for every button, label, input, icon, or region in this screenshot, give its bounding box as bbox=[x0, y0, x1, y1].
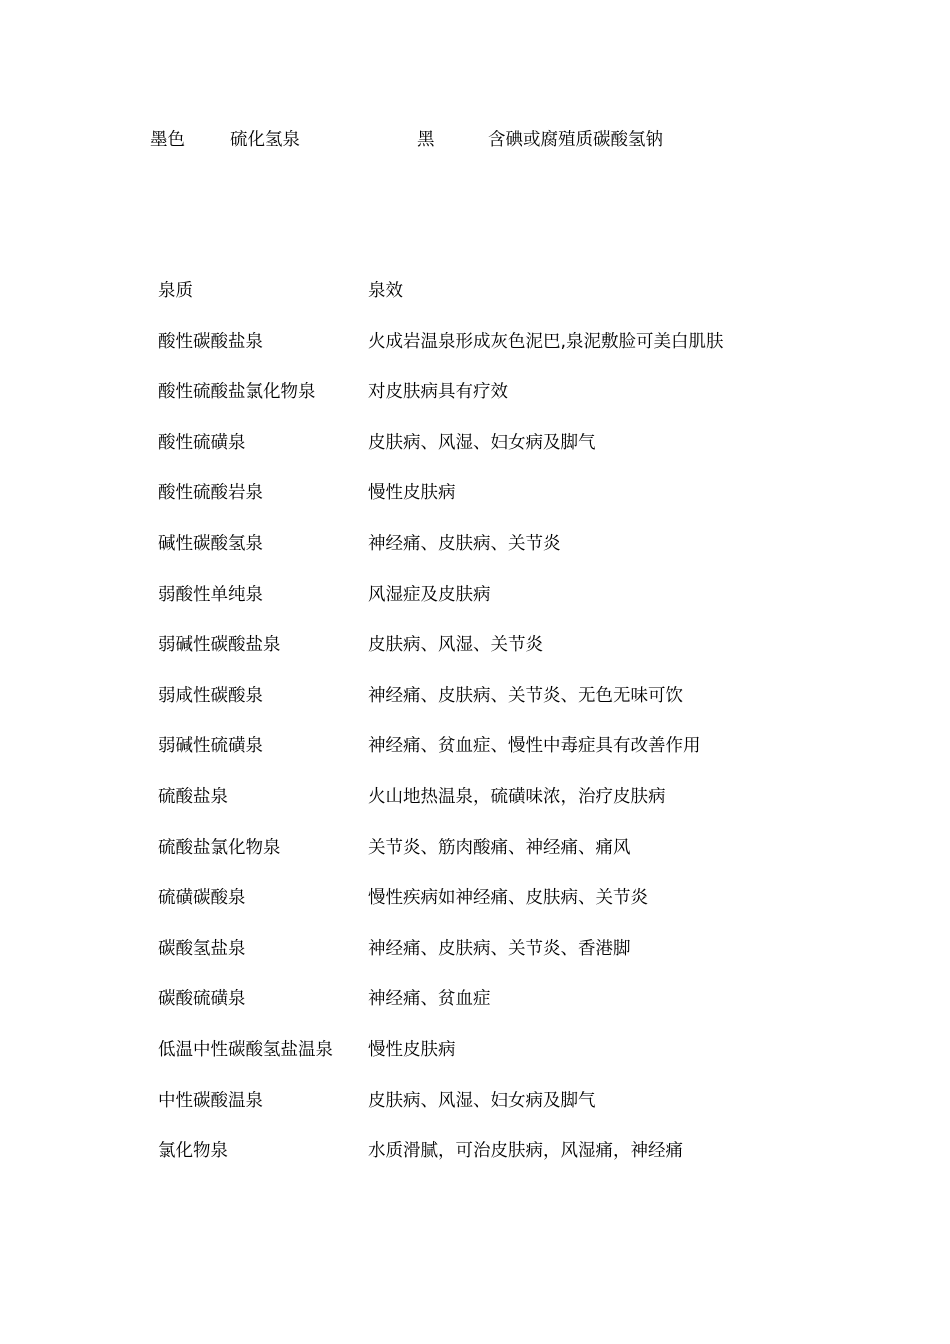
table-row bbox=[158, 380, 798, 431]
spring-effect: 皮肤病、风湿、关节炎 bbox=[368, 635, 543, 656]
spring-quality: 弱碱性碳酸盐泉 bbox=[158, 635, 281, 656]
spring-effect: 火山地热温泉，硫磺味浓，治疗皮肤病 bbox=[368, 786, 666, 807]
table-row bbox=[158, 583, 798, 634]
color-label-2: 黑 bbox=[417, 130, 435, 150]
spring-quality: 酸性硫酸盐氯化物泉 bbox=[158, 382, 316, 403]
table-row bbox=[158, 785, 798, 836]
table-row bbox=[158, 431, 798, 482]
header-quality: 泉质 bbox=[158, 281, 193, 301]
table-row bbox=[158, 684, 798, 735]
spring-effect: 皮肤病、风湿、妇女病及脚气 bbox=[368, 432, 596, 453]
table-row bbox=[158, 481, 798, 532]
spring-quality: 中性碳酸温泉 bbox=[158, 1090, 263, 1111]
spring-quality: 弱碱性硫磺泉 bbox=[158, 736, 263, 757]
spring-effect: 火成岩温泉形成灰色泥巴,泉泥敷脸可美白肌肤 bbox=[368, 331, 724, 352]
spring-type-label: 硫化氢泉 bbox=[230, 130, 300, 150]
table-row bbox=[158, 987, 798, 1038]
color-label: 墨色 bbox=[150, 130, 185, 150]
spring-quality: 碳酸硫磺泉 bbox=[158, 989, 246, 1010]
spring-effect: 风湿症及皮肤病 bbox=[368, 584, 491, 605]
spring-effect: 慢性皮肤病 bbox=[368, 1039, 456, 1060]
spring-effect: 慢性皮肤病 bbox=[368, 483, 456, 504]
spring-effect: 神经痛、皮肤病、关节炎、香港脚 bbox=[368, 938, 631, 959]
spring-quality: 硫酸盐氯化物泉 bbox=[158, 837, 281, 858]
spring-effect: 神经痛、贫血症 bbox=[368, 989, 491, 1010]
spring-quality: 碳酸氢盐泉 bbox=[158, 938, 246, 959]
spring-effect: 神经痛、皮肤病、关节炎 bbox=[368, 533, 561, 554]
table-row bbox=[158, 1089, 798, 1140]
spring-effect: 神经痛、皮肤病、关节炎、无色无味可饮 bbox=[368, 685, 683, 706]
top-row bbox=[0, 128, 950, 152]
table-row bbox=[158, 937, 798, 988]
spring-quality: 低温中性碳酸氢盐温泉 bbox=[158, 1039, 333, 1060]
spring-quality: 酸性硫磺泉 bbox=[158, 432, 246, 453]
spring-effect: 神经痛、贫血症、慢性中毒症具有改善作用 bbox=[368, 736, 701, 757]
spring-quality: 弱咸性碳酸泉 bbox=[158, 685, 263, 706]
spring-quality: 氯化物泉 bbox=[158, 1141, 228, 1162]
table-row bbox=[158, 886, 798, 937]
table-row bbox=[158, 1139, 798, 1190]
spring-quality: 弱酸性单纯泉 bbox=[158, 584, 263, 605]
table-row bbox=[158, 734, 798, 785]
spring-table bbox=[158, 279, 798, 1190]
spring-effect: 皮肤病、风湿、妇女病及脚气 bbox=[368, 1090, 596, 1111]
spring-effect: 慢性疾病如神经痛、皮肤病、关节炎 bbox=[368, 888, 648, 909]
table-row bbox=[158, 532, 798, 583]
header-effect: 泉效 bbox=[368, 281, 403, 301]
spring-effect: 关节炎、筋肉酸痛、神经痛、痛风 bbox=[368, 837, 631, 858]
spring-quality: 硫磺碳酸泉 bbox=[158, 888, 246, 909]
table-row bbox=[158, 1038, 798, 1089]
table-row bbox=[158, 330, 798, 381]
spring-effect: 对皮肤病具有疗效 bbox=[368, 382, 508, 403]
table-header-row bbox=[158, 279, 798, 330]
spring-effect: 水质滑腻，可治皮肤病，风湿痛，神经痛 bbox=[368, 1141, 683, 1162]
table-row bbox=[158, 836, 798, 887]
spring-type-label-2: 含碘或腐殖质碳酸氢钠 bbox=[488, 130, 663, 150]
table-row bbox=[158, 633, 798, 684]
spring-quality: 硫酸盐泉 bbox=[158, 786, 228, 807]
spring-quality: 酸性碳酸盐泉 bbox=[158, 331, 263, 352]
spring-quality: 碱性碳酸氢泉 bbox=[158, 533, 263, 554]
spring-quality: 酸性硫酸岩泉 bbox=[158, 483, 263, 504]
